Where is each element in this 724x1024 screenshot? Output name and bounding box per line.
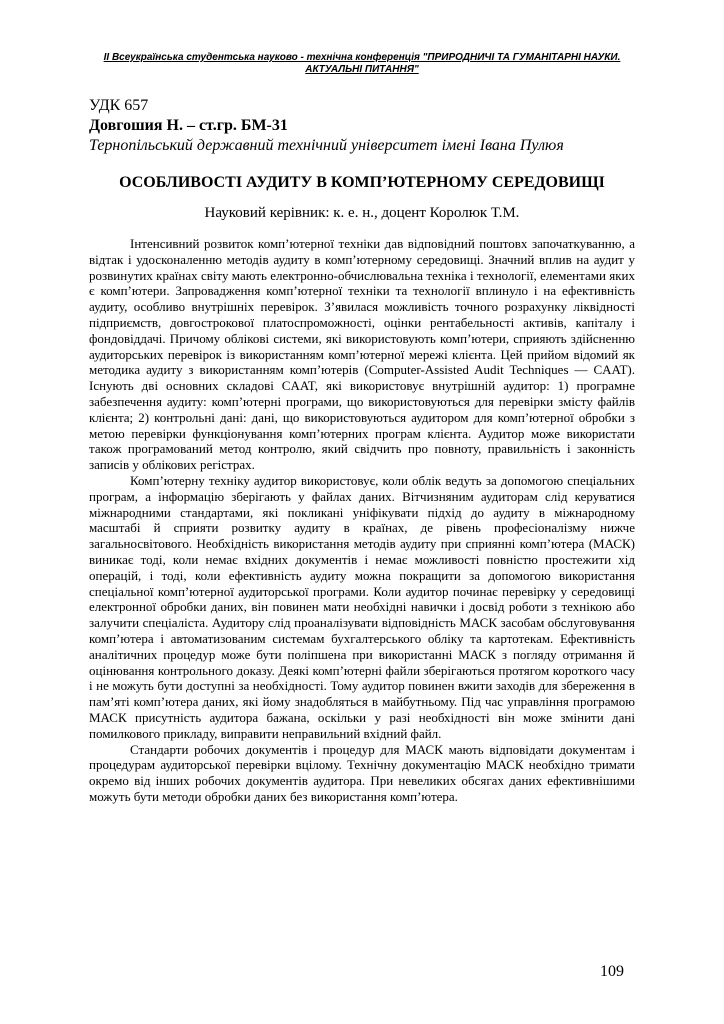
paper-title: ОСОБЛИВОСТІ АУДИТУ В КОМП’ЮТЕРНОМУ СЕРЕДОВИЩІ bbox=[119, 174, 605, 191]
body-text bbox=[89, 236, 635, 805]
paragraph: Стандарти робочих документів і процедур для МАСК мають відповідати документам і процедурам аудиторської перевірки вцілому. Технічну документацію МАСК необхідно тримати окремо від інших робочих документів аудитора. При невеликих обсягах даних ефективнішими можуть бути методи обробки даних без використання комп’ютера. bbox=[89, 741, 635, 804]
conference-header: II Всеукраїнська студентська науково - технічна конференція "ПРИРОДНИЧІ ТА ГУМАНІТАРНІ НАУКИ. АКТУАЛЬНІ ПИТАННЯ" bbox=[103, 52, 621, 75]
supervisor-line: Науковий керівник: к. е. н., доцент Королюк Т.М. bbox=[204, 205, 520, 221]
paragraph: Інтенсивний розвиток комп’ютерної техніки дав відповідний поштовх започаткуванню, а відтак і удосконаленню методів аудиту в комп’ютерному середовищі. Значний вплив на аудит у розвинутих країнах світу мають електронно-обчислювальна техніка і технології, елементами яких є комп’ютери. Запровадження комп’ютерної техніки та технології вплинуло і на ефективність аудиту, особливо внутрішніх перевірок. З’явилася можливість точного розрахунку ліквідності підприємств, довгострокової платоспроможності, оцінки рентабельності активів, капіталу і фондовіддачі. Причому облікові системи, які використовують комп’ютери, сприяють здійсненню аудиторських перевірок із використанням комп’ютерної мережі клієнта. Цей прийом відомий як методика аудиту з використанням комп’ютерів (Computer-Assisted Audit Techniques — CAAT). Існують дві основних складові CAAT, які використовує внутрішній аудитор: 1) програмне забезпечення аудиту: комп’ютерні програми, що використовуються для перевірки змісту файлів клієнта; 2) контрольні дані: дані, що використовуються аудитором для комп’ютерної обробки з метою перевірки функціонування комп’ютерних програм клієнта. Аудитор може використати також програмований метод контролю, який свідчить про повноту, правильність і законність записів у облікових регістрах. bbox=[89, 236, 635, 473]
university-line: Тернопільський державний технічний університет імені Івана Пулюя bbox=[89, 137, 564, 154]
page-number: 109 bbox=[600, 963, 624, 980]
udk-code: УДК 657 bbox=[89, 97, 149, 114]
author-line: Довгошия Н. – ст.гр. БМ-31 bbox=[89, 117, 288, 134]
paragraph: Комп’ютерну техніку аудитор використовує, коли облік ведуть за допомогою спеціальних програм, а інформацію зберігають у файлах даних. Вітчизняним аудиторам слід керуватися міжнародними стандартами, які покликані уніфікувати підхід до аудиту в міжнародному масштабі й сприяти розвитку аудиту в країнах, де рівень професіоналізму нижче загальносвітового. Необхідність використання методів аудиту при сприянні комп’ютера (МАСК) виникає тоді, коли немає вхідних документів і немає можливості повністю простежити хід операцій, і тоді, коли ефективність аудиту можна покращити за допомогою використання спеціальної комп’ютерної аудиторської програми. Коли аудитор починає перевірку у середовищі електронної обробки даних, він повинен мати необхідні навички і досвід роботи з технікою або залучити спеціаліста. Аудитору слід проаналізувати відповідність МАСК засобам обслуговування комп’ютера і автоматизованим системам бухгалтерського обліку та картотекам. Ефективність аналітичних процедур може бути поліпшена при використанні МАСК з погляду отримання й оцінювання контрольного доказу. Деякі комп’ютерні файли зберігаються протягом короткого часу і не можуть бути доступні за необхідності. Тому аудитор повинен вжити заходів для збереження в пам’яті комп’ютера даних, які йому знадобляться в майбутньому. Під час управління програмою МАСК присутність аудитора бажана, оскільки у разі необхідності він може змінити дані помилкового прикладу, виправити неправильний вхідний файл. bbox=[89, 472, 635, 741]
